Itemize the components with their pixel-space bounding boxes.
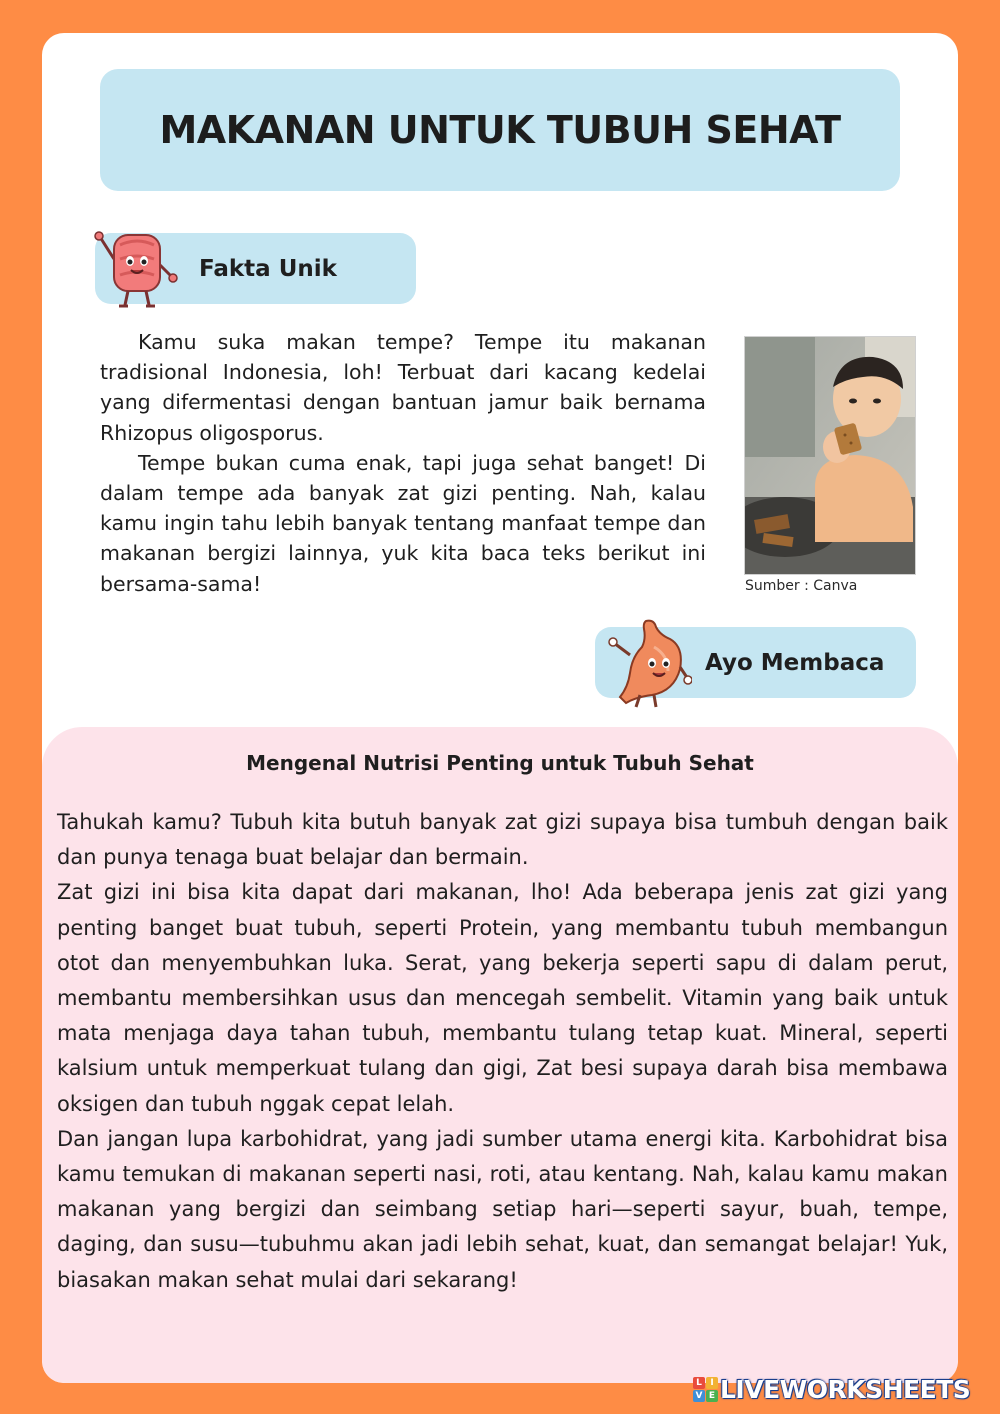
liveworksheets-logo-icon: [693, 1377, 718, 1402]
intro-text: [100, 327, 706, 599]
title-banner: [100, 69, 900, 191]
logo-letter: E: [706, 1390, 718, 1402]
watermark-text: LIVEWORKSHEETS: [720, 1374, 971, 1404]
intro-paragraph-2: Tempe bukan cuma enak, tapi juga sehat banget! Di dalam tempe ada banyak zat gizi penting. Nah, kalau kamu ingin tahu lebih banyak tentang manfaat tempe dan makanan bergizi lainnya, yuk kita baca teks berikut ini bersama-sama!: [100, 450, 706, 596]
intro-paragraph-1: Kamu suka makan tempe? Tempe itu makanan tradisional Indonesia, loh! Terbuat dari kacang kedelai yang difermentasi dengan bantuan jamur baik bernama Rhizopus oligosporus.: [100, 330, 706, 445]
child-eating-tempe-photo: [744, 336, 916, 575]
reading-paragraph-1: Tahukah kamu? Tubuh kita butuh banyak zat gizi supaya bisa tumbuh dengan baik dan punya tenaga buat belajar dan bermain.: [57, 810, 948, 870]
photo-caption: Sumber : Canva: [745, 578, 858, 594]
worksheet-card: [42, 33, 958, 1383]
page-title: MAKANAN UNTUK TUBUH SEHAT: [159, 108, 841, 152]
intestine-mascot-icon: [92, 229, 178, 311]
logo-letter: I: [706, 1377, 718, 1389]
liveworksheets-watermark: [693, 1374, 971, 1404]
stomach-mascot-icon: [608, 617, 692, 709]
reading-heading: Mengenal Nutrisi Penting untuk Tubuh Sehat: [246, 751, 754, 775]
reading-paragraph-3: Dan jangan lupa karbohidrat, yang jadi sumber utama energi kita. Karbohidrat bisa kamu temukan di makanan seperti nasi, roti, atau kentang. Nah, kalau kamu makan makanan yang bergizi dan seimbang setiap hari—seperti sayur, buah, tempe, daging, dan susu—tubuhmu akan jadi lebih sehat, kuat, dan semangat belajar! Yuk, biasakan makan sehat mulai dari sekarang!: [57, 1126, 948, 1292]
fakta-unik-text: Fakta Unik: [199, 255, 337, 282]
logo-letter: V: [693, 1390, 705, 1402]
reading-body: [57, 805, 948, 1298]
ayo-membaca-text: Ayo Membaca: [705, 649, 885, 676]
reading-section: [42, 727, 958, 1383]
logo-letter: L: [693, 1377, 705, 1389]
reading-paragraph-2: Zat gizi ini bisa kita dapat dari makanan, lho! Ada beberapa jenis zat gizi yang penting banget buat tubuh, seperti Protein, yang membantu tubuh membangun otot dan menyembuhkan luka. Serat, yang bekerja seperti sapu di dalam perut, membantu membersihkan usus dan mencegah sembelit. Vitamin yang baik untuk mata menjaga daya tahan tubuh, membantu tulang tetap kuat. Mineral, seperti kalsium untuk memperkuat tulang dan gigi, Zat besi supaya darah bisa membawa oksigen dan tubuh nggak cepat lelah.: [57, 880, 948, 1116]
